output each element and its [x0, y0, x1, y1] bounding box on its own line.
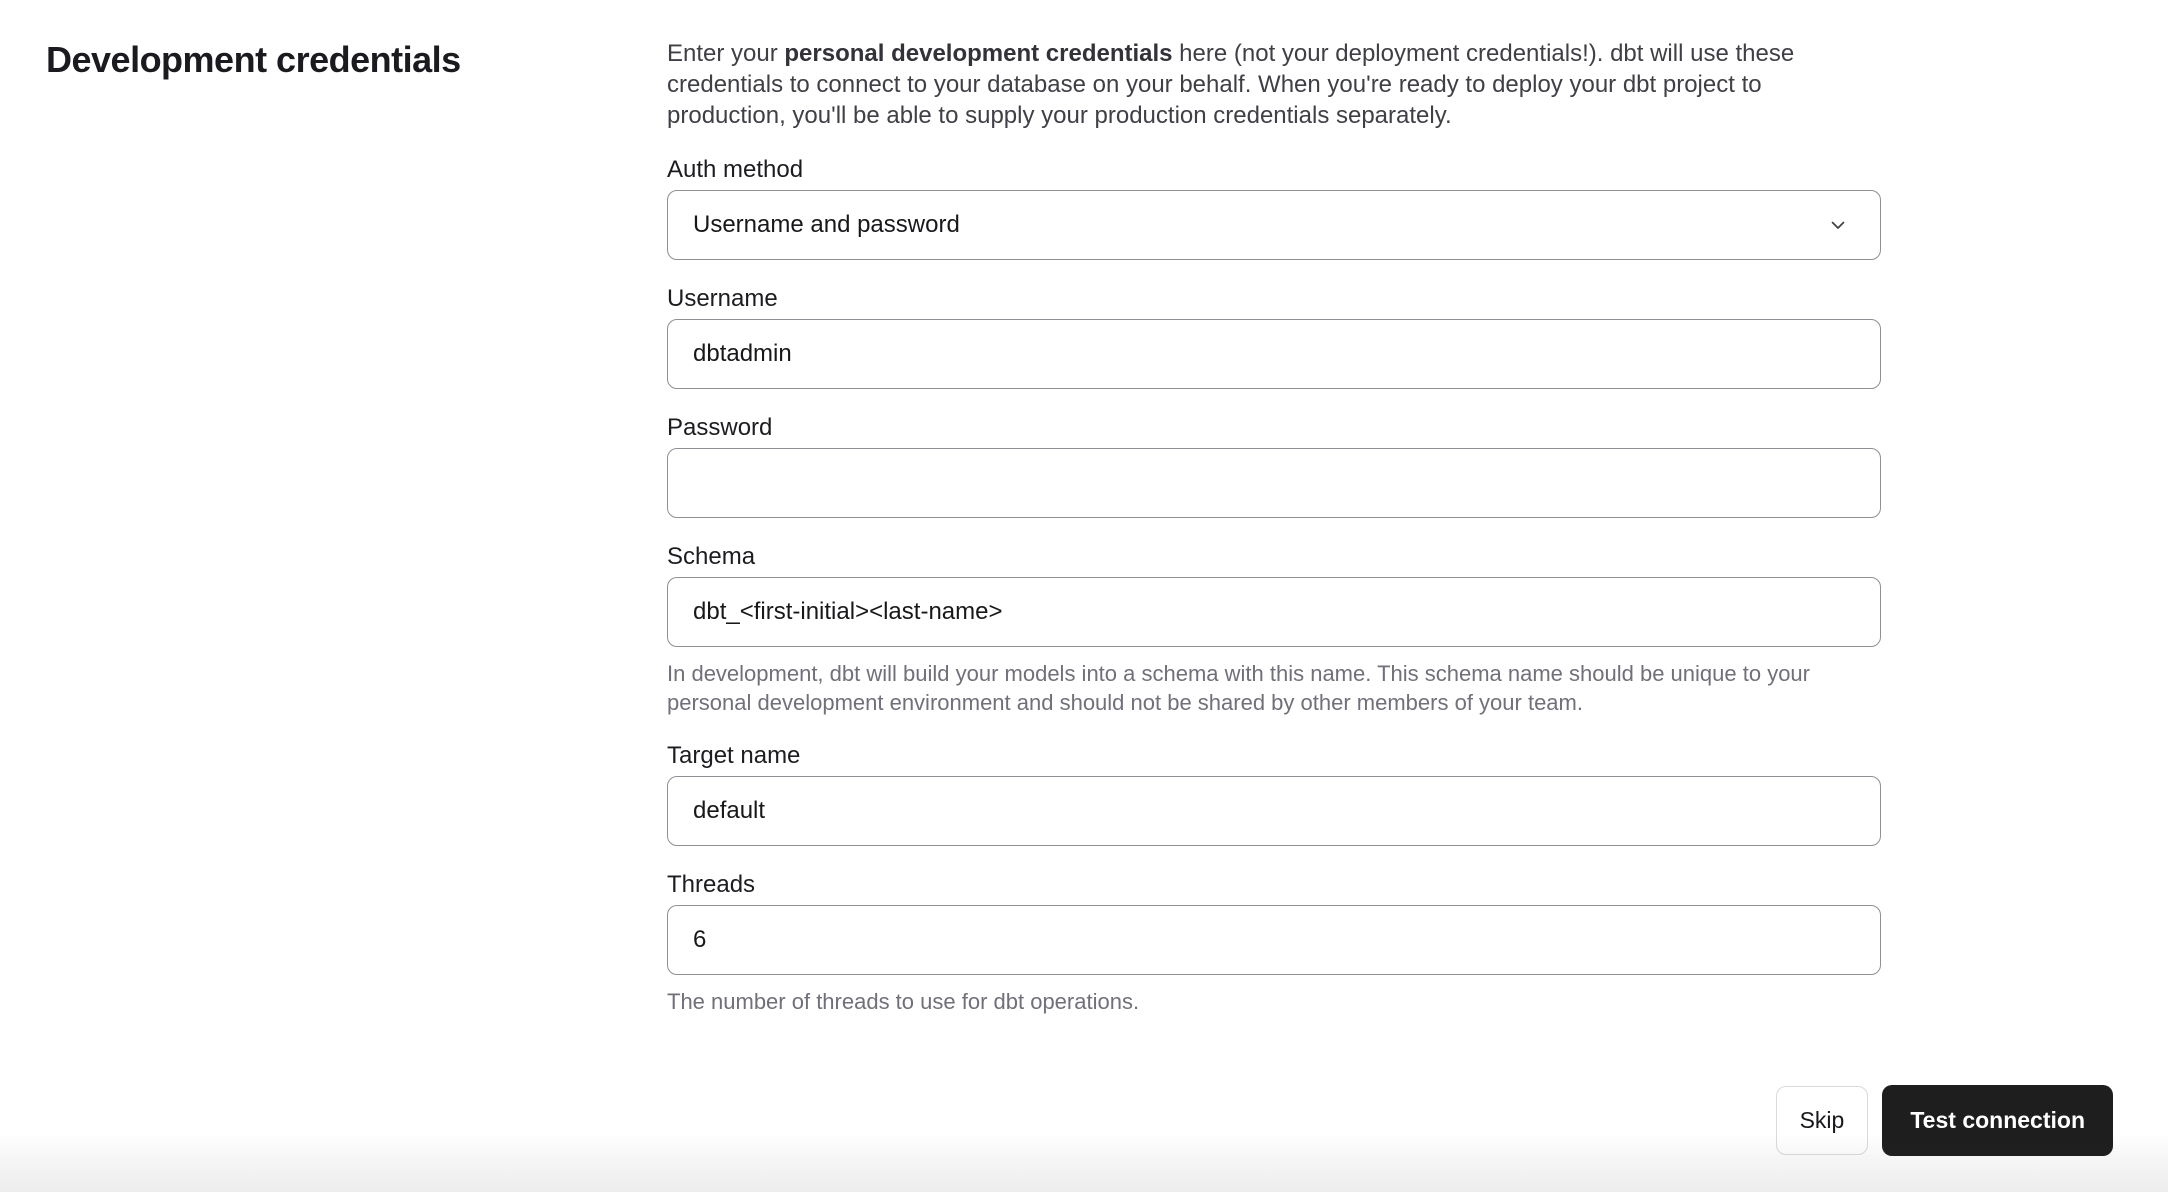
target-name-label: Target name: [667, 742, 801, 769]
auth-method-label: Auth method: [667, 156, 804, 183]
username-input[interactable]: [667, 319, 1881, 389]
schema-field: [667, 544, 1881, 717]
schema-label: Schema: [667, 543, 756, 570]
form-description: [667, 38, 1867, 131]
password-label: Password: [667, 414, 773, 441]
auth-method-selected-value: Username and password: [693, 211, 960, 238]
description-suffix: here (not your deployment credentials!). dbt will use these credentials to connect to your database on your behalf. When you're ready to deploy your dbt project to production, you'll be able to supply your production credentials separately.: [667, 40, 1795, 129]
auth-method-field: [667, 157, 1881, 260]
password-field: [667, 415, 1881, 518]
chevron-down-icon: [1827, 214, 1849, 236]
threads-input[interactable]: [667, 905, 1881, 975]
form-footer: [0, 1085, 2168, 1156]
credentials-form: [667, 38, 1881, 1016]
username-field: [667, 286, 1881, 389]
schema-help-text: In development, dbt will build your models into a schema with this name. This schema name should be unique to your personal development environment and should not be shared by other members of your team.: [667, 661, 1810, 715]
threads-field: [667, 872, 1881, 1016]
target-name-input[interactable]: [667, 776, 1881, 846]
skip-button[interactable]: Skip: [1776, 1086, 1869, 1155]
username-label: Username: [667, 285, 778, 312]
target-name-field: [667, 743, 1881, 846]
description-prefix: Enter your: [667, 40, 785, 67]
threads-help-text: The number of threads to use for dbt operations.: [667, 989, 1140, 1014]
threads-label: Threads: [667, 871, 756, 898]
schema-input[interactable]: [667, 577, 1881, 647]
auth-method-select[interactable]: [667, 190, 1881, 260]
test-connection-button[interactable]: Test connection: [1882, 1085, 2113, 1156]
page-title: Development credentials: [46, 39, 461, 80]
description-bold: personal development credentials: [784, 40, 1173, 67]
section-title-column: [46, 38, 667, 1016]
password-input[interactable]: [667, 448, 1881, 518]
